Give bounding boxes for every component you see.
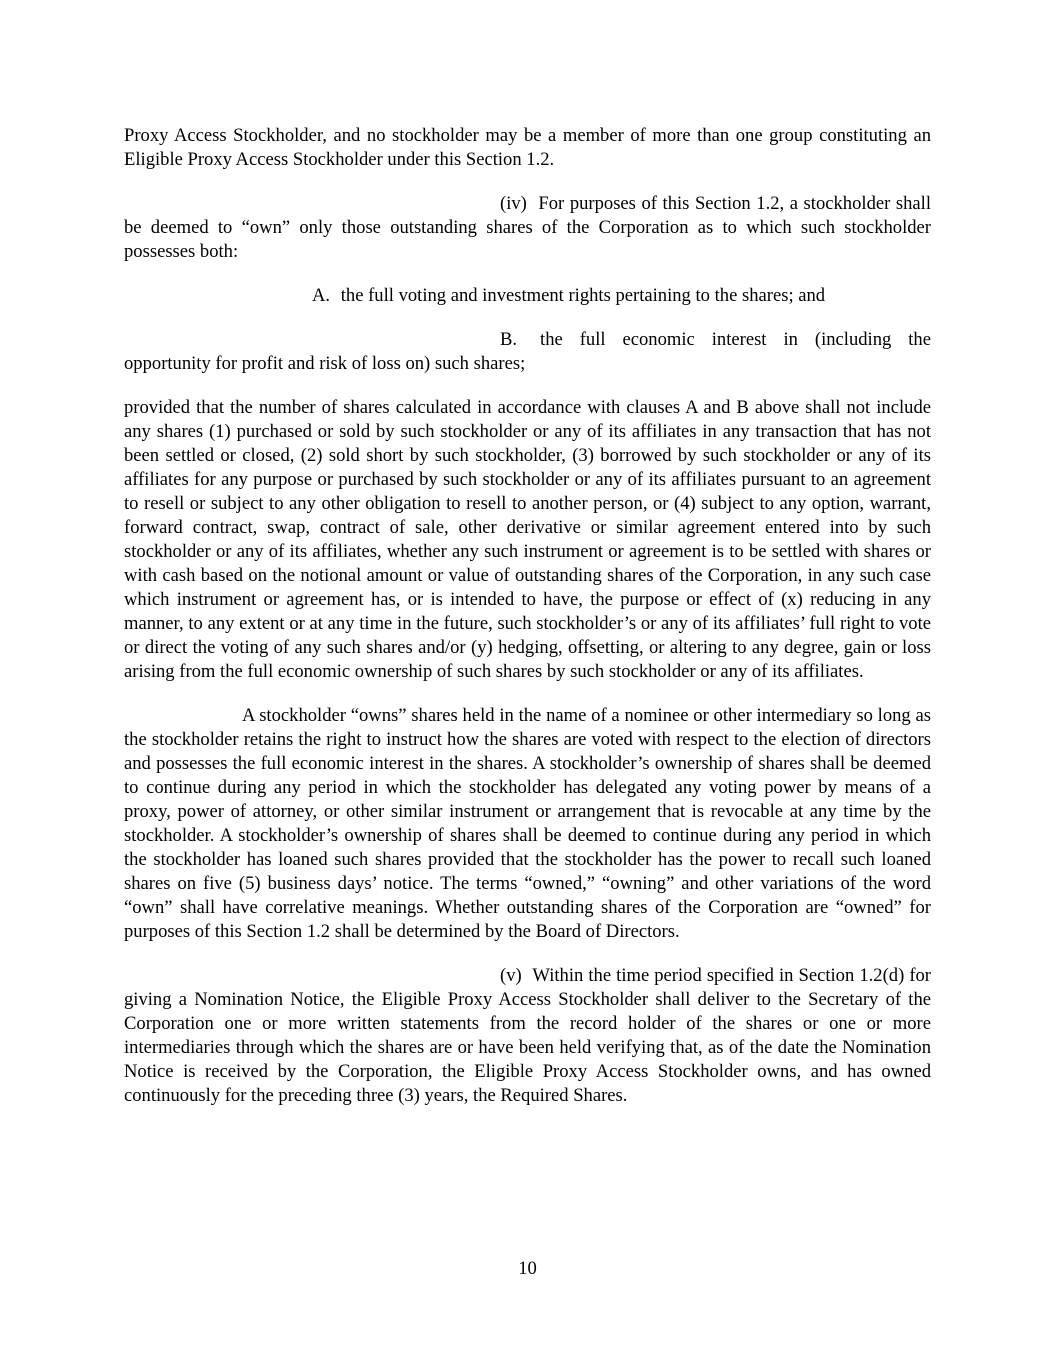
clause-b [124,328,931,376]
clause-marker-b: B. [500,329,518,350]
clause-a [124,284,931,308]
clause-marker-v: (v) [500,965,522,986]
clause-b-text: the full economic interest in (including the opportunity for profit and risk of loss on) such shares; [124,329,931,374]
paragraph-v-text: Within the time period specified in Section 1.2(d) for giving a Nomination Notice, the Eligible Proxy Access Stockholder shall deliver to the Secretary of the Corporation one or more written statements from the record holder of the shares or one or more intermediaries through which the shares are or have been held verifying that, as of the date the Nomination Notice is received by the Corporation, the Eligible Proxy Access Stockholder owns, and has owned continuously for the preceding three (3) years, the Required Shares. [124,965,931,1106]
paragraph-ownership: A stockholder “owns” shares held in the name of a nominee or other intermediary so long as the stockholder retains the right to instruct how the shares are voted with respect to the election of directors and possesses the full economic interest in the shares. A stockholder’s ownership of shares shall be deemed to continue during any period in which the stockholder has delegated any voting power by means of a proxy, power of attorney, or other similar instrument or arrangement that is revocable at any time by the stockholder. A stockholder’s ownership of shares shall be deemed to continue during any period in which the stockholder has loaned such shares provided that the stockholder has the power to recall such loaned shares on five (5) business days’ notice. The terms “owned,” “owning” and other variations of the word “own” shall have correlative meanings. Whether outstanding shares of the Corporation are “owned” for purposes of this Section 1.2 shall be determined by the Board of Directors. [124,705,931,942]
paragraph-continuation: Proxy Access Stockholder, and no stockholder may be a member of more than one group constituting an Eligible Proxy Access Stockholder under this Section 1.2. [124,125,931,170]
clause-marker-iv: (iv) [500,193,527,214]
page-number: 10 [518,1258,537,1279]
clause-a-text: the full voting and investment rights pertaining to the shares; and [340,285,826,306]
document-body [124,124,931,1128]
clause-marker-a: A. [312,285,331,306]
paragraph-iv-text: For purposes of this Section 1.2, a stockholder shall be deemed to “own” only those outstanding shares of the Corporation as to which such stockholder possesses both: [124,193,931,262]
paragraph-v [124,964,931,1108]
paragraph-proviso: provided that the number of shares calculated in accordance with clauses A and B above shall not include any shares (1) purchased or sold by such stockholder or any of its affiliates in any transaction that has not been settled or closed, (2) sold short by such stockholder, (3) borrowed by such stockholder or any of its affiliates for any purpose or purchased by such stockholder or any of its affiliates pursuant to an agreement to resell or subject to any other obligation to resell to another person, or (4) subject to any option, warrant, forward contract, swap, contract of sale, other derivative or similar agreement entered into by such stockholder or any of its affiliates, whether any such instrument or agreement is to be settled with shares or with cash based on the notional amount or value of outstanding shares of the Corporation, in any such case which instrument or agreement has, or is intended to have, the purpose or effect of (x) reducing in any manner, to any extent or at any time in the future, such stockholder’s or any of its affiliates’ full right to vote or direct the voting of any such shares and/or (y) hedging, offsetting, or altering to any degree, gain or loss arising from the full economic ownership of such shares by such stockholder or any of its affiliates. [124,397,931,682]
paragraph-iv [124,192,931,264]
